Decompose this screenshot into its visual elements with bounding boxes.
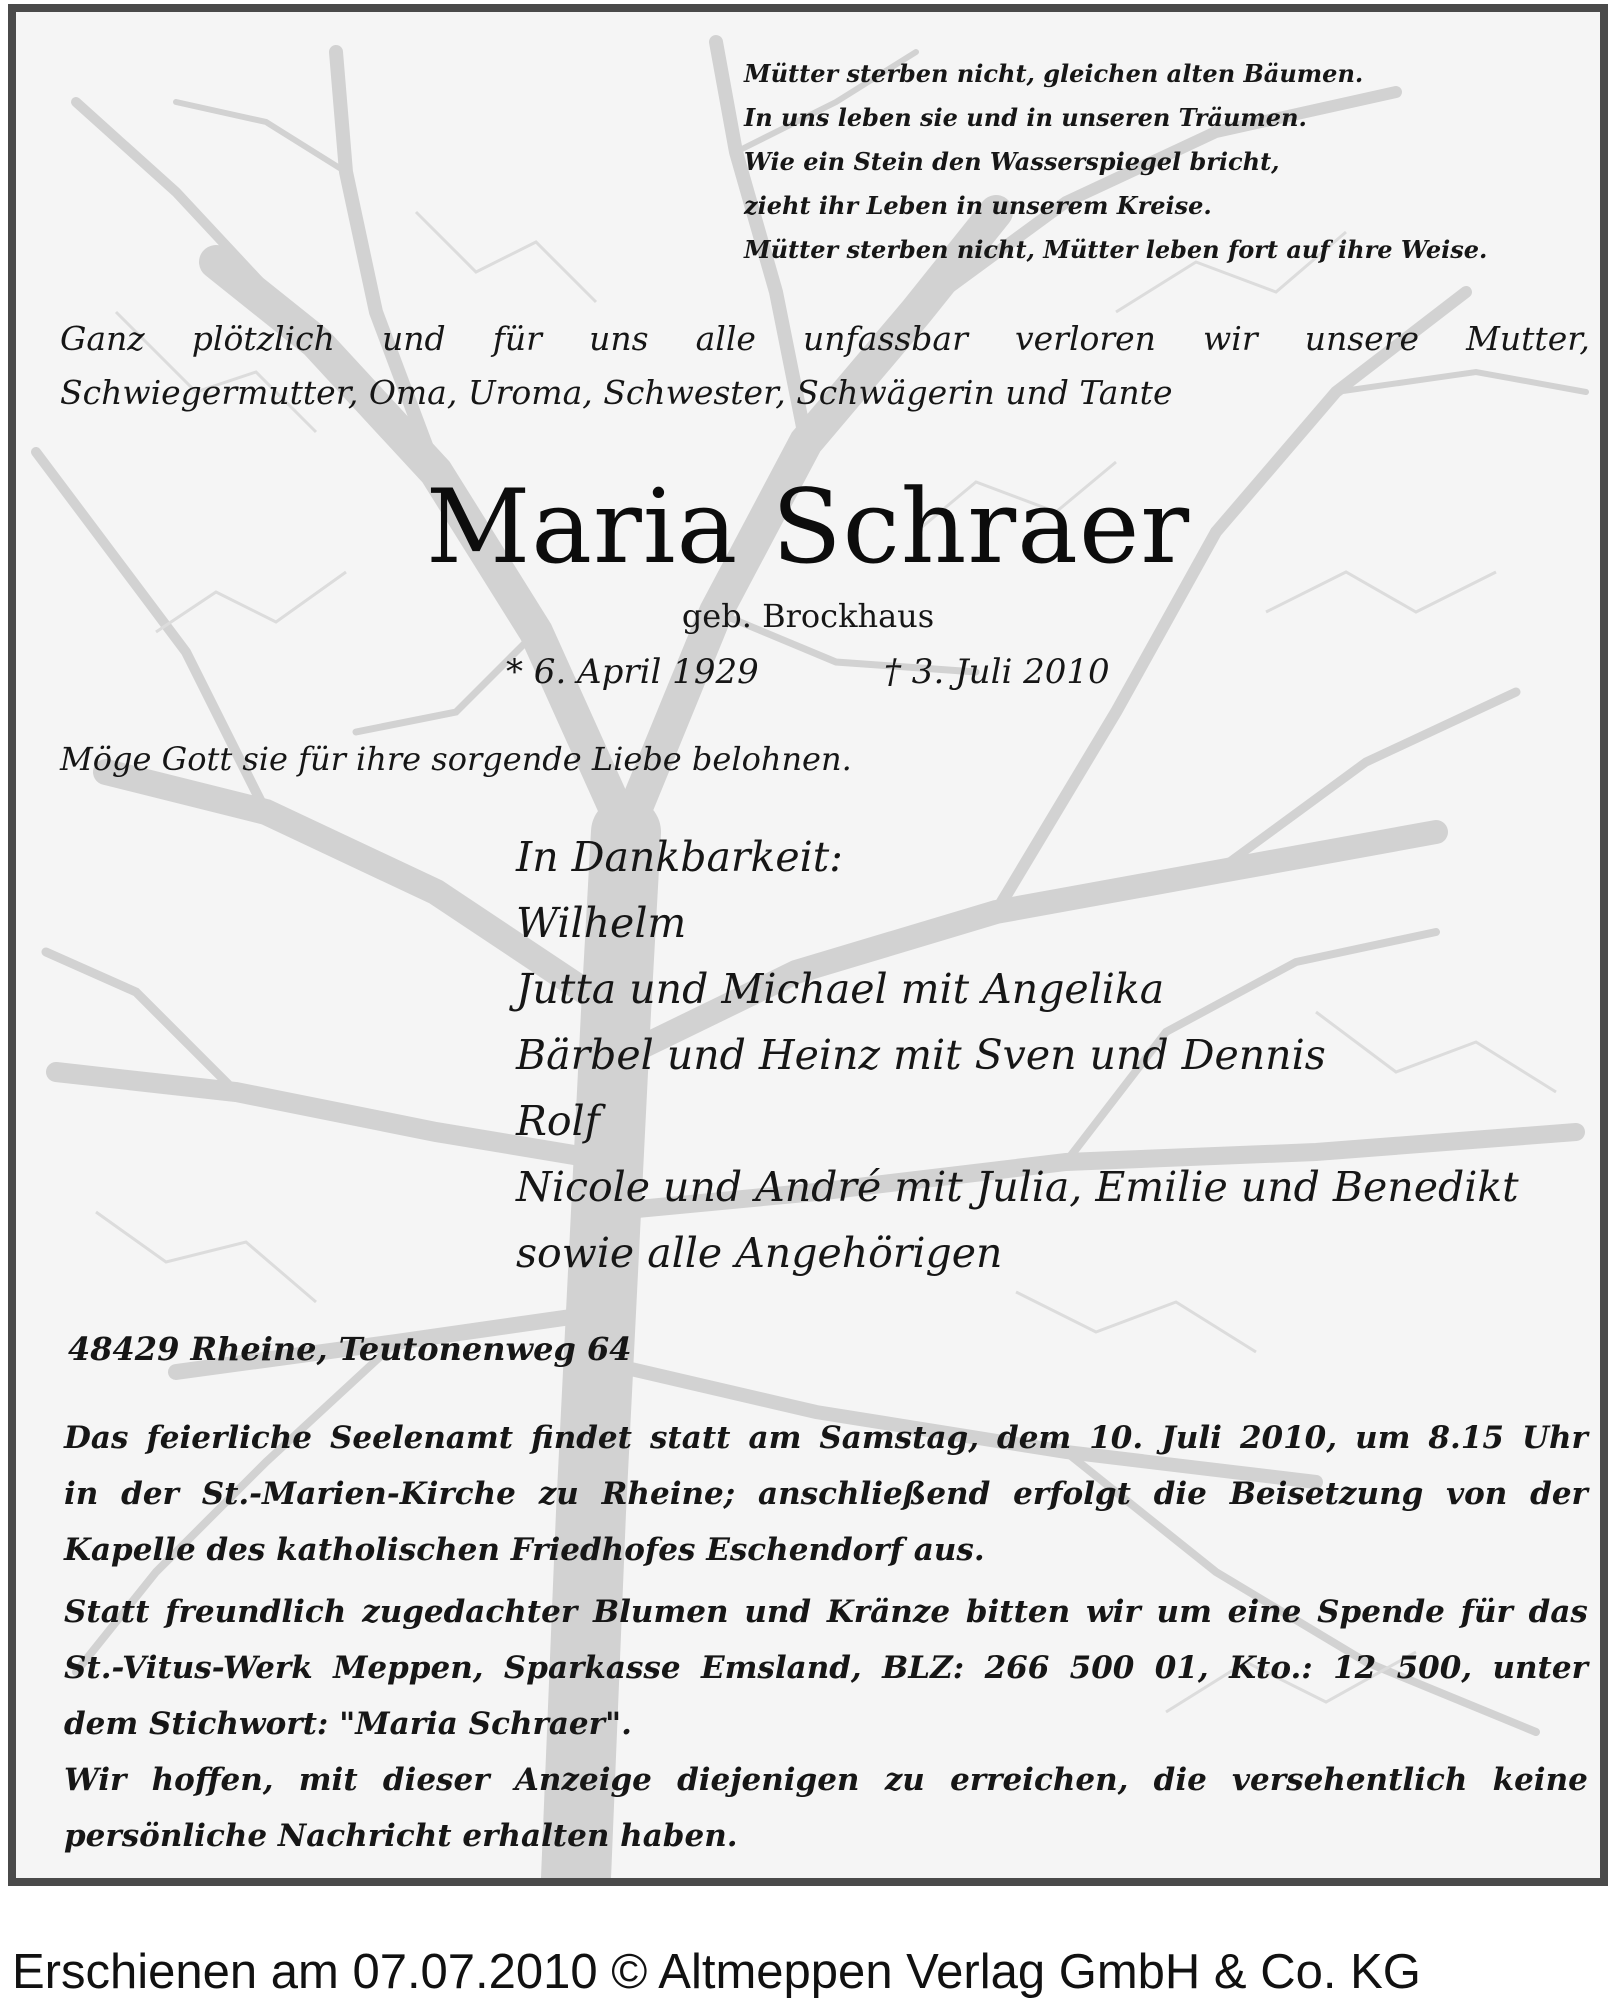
paragraph-word: Kränze (826, 1594, 951, 1630)
blessing-text: Möge Gott sie für ihre sorgende Liebe belohnen. (60, 740, 852, 778)
paragraph-word: am (748, 1420, 802, 1456)
paragraph-word: feierliche (146, 1420, 313, 1456)
intro-text (60, 312, 1590, 420)
paragraph-word: erfolgt (1013, 1476, 1131, 1512)
intro-word: uns (589, 319, 649, 358)
intro-word: plötzlich (191, 319, 335, 358)
paragraph-word: Emsland, (700, 1650, 862, 1686)
paragraph-word: mit (298, 1762, 358, 1798)
paragraph-word: eine (1227, 1594, 1302, 1630)
intro-line-2: Schwiegermutter, Oma, Uroma, Schwester, Schwägerin und Tante (60, 373, 1173, 412)
paragraph-line (64, 1410, 1588, 1466)
paragraph-word: Samstag, (819, 1420, 979, 1456)
mourners-list (516, 824, 1519, 1286)
donation-paragraph (64, 1584, 1588, 1752)
mourner-entry: sowie alle Angehörigen (516, 1229, 1003, 1277)
paragraph-word: der (1530, 1476, 1588, 1512)
intro-word: Mutter, (1466, 319, 1590, 358)
paragraph-word: Rheine; (601, 1476, 736, 1512)
closing-paragraph (64, 1752, 1588, 1864)
paragraph-word: 01, (1154, 1650, 1209, 1686)
paragraph-word: zugedachter (362, 1594, 578, 1630)
paragraph-word: 500, (1396, 1650, 1473, 1686)
poem-line: In uns leben sie und in unseren Träumen. (744, 103, 1307, 132)
mourner-entry: Nicole und André mit Julia, Emilie und Benedikt (516, 1163, 1519, 1211)
paragraph-word: um (1156, 1594, 1212, 1630)
deceased-name: Maria Schraer (425, 468, 1191, 587)
publication-footer: Erschienen am 07.07.2010 © Altmeppen Verlag GmbH & Co. KG (12, 1945, 1421, 1999)
death-date: † 3. Juli 2010 (884, 652, 1110, 692)
paragraph-word: für (1460, 1594, 1513, 1630)
paragraph-word: Sparkasse (503, 1650, 681, 1686)
birth-name: geb. Brockhaus (681, 597, 935, 635)
paragraph-word: findet (531, 1420, 632, 1456)
paragraph-word: das (1528, 1594, 1588, 1630)
poem-line: Wie ein Stein den Wasserspiegel bricht, (744, 147, 1280, 176)
mourner-entry: Rolf (516, 1097, 600, 1145)
intro-word: unfassbar (803, 319, 968, 358)
poem (744, 52, 1584, 272)
mourner-entry: Bärbel und Heinz mit Sven und Dennis (516, 1031, 1326, 1079)
paragraph-word: um (1355, 1420, 1411, 1456)
paragraph-word: unter (1492, 1650, 1588, 1686)
paragraph-word: 8.15 (1428, 1420, 1504, 1456)
paragraph-word: dem (997, 1420, 1072, 1456)
birth-date: * 6. April 1929 (506, 652, 759, 692)
paragraph-word: erreichen, (950, 1762, 1129, 1798)
paragraph-word: Das (64, 1420, 129, 1456)
paragraph-word: Anzeige (514, 1762, 652, 1798)
paragraph-word: 2010, (1239, 1420, 1338, 1456)
paragraph-word: 12 (1333, 1650, 1377, 1686)
family-address: 48429 Rheine, Teutonenweg 64 (68, 1330, 632, 1368)
paragraph-word: versehentlich (1232, 1762, 1468, 1798)
paragraph-word: Meppen, (333, 1650, 484, 1686)
paragraph-word: der (121, 1476, 179, 1512)
poem-line: Mütter sterben nicht, Mütter leben fort auf ihre Weise. (744, 235, 1488, 264)
intro-word: wir (1203, 319, 1258, 358)
paragraph-word: Wir (64, 1762, 127, 1798)
paragraph-word: in (64, 1476, 99, 1512)
paragraph-word: zu (538, 1476, 579, 1512)
paragraph-word: und (744, 1594, 812, 1630)
intro-word: unsere (1304, 319, 1420, 358)
paragraph-line: persönliche Nachricht erhalten haben. (64, 1818, 738, 1854)
paragraph-word: bitten (965, 1594, 1071, 1630)
paragraph-word: zu (884, 1762, 925, 1798)
poem-line: zieht ihr Leben in unserem Kreise. (744, 191, 1212, 220)
paragraph-line (64, 1640, 1588, 1696)
intro-word: alle (695, 319, 756, 358)
intro-line-1 (60, 312, 1590, 366)
obituary-notice (8, 4, 1608, 1886)
paragraph-word: St.-Vitus-Werk (64, 1650, 313, 1686)
intro-word: Ganz (60, 319, 145, 358)
intro-word: für (492, 319, 542, 358)
paragraph-word: 10. (1089, 1420, 1144, 1456)
mourner-entry: Wilhelm (516, 899, 687, 947)
paragraph-word: keine (1492, 1762, 1588, 1798)
paragraph-word: Seelenamt (330, 1420, 514, 1456)
paragraph-word: anschließend (758, 1476, 991, 1512)
paragraph-word: die (1153, 1762, 1207, 1798)
paragraph-word: hoffen, (151, 1762, 274, 1798)
paragraph-word: von (1446, 1476, 1508, 1512)
paragraph-word: Spende (1317, 1594, 1445, 1630)
paragraph-word: 266 (984, 1650, 1050, 1686)
paragraph-word: 500 (1069, 1650, 1135, 1686)
service-paragraph (64, 1410, 1588, 1578)
paragraph-word: dieser (382, 1762, 490, 1798)
paragraph-line: dem Stichwort: "Maria Schraer". (64, 1706, 632, 1742)
paragraph-word: diejenigen (677, 1762, 860, 1798)
paragraph-word: BLZ: (882, 1650, 965, 1686)
mourner-entry: Jutta und Michael mit Angelika (516, 965, 1165, 1013)
paragraph-word: Uhr (1521, 1420, 1588, 1456)
paragraph-line: Kapelle des katholischen Friedhofes Eschendorf aus. (64, 1532, 985, 1568)
paragraph-word: Beisetzung (1229, 1476, 1424, 1512)
intro-word: verloren (1015, 319, 1156, 358)
paragraph-line (64, 1752, 1588, 1808)
paragraph-line (64, 1584, 1588, 1640)
paragraph-word: freundlich (165, 1594, 347, 1630)
paragraph-word: Blumen (592, 1594, 729, 1630)
paragraph-word: die (1153, 1476, 1207, 1512)
paragraph-word: Kto.: (1229, 1650, 1313, 1686)
paragraph-word: wir (1085, 1594, 1141, 1630)
intro-word: und (381, 319, 446, 358)
paragraph-line (64, 1466, 1588, 1522)
paragraph-word: Statt (64, 1594, 150, 1630)
paragraph-word: statt (649, 1420, 731, 1456)
poem-line: Mütter sterben nicht, gleichen alten Bäumen. (744, 59, 1364, 88)
paragraph-word: Juli (1161, 1420, 1222, 1456)
mourners-heading: In Dankbarkeit: (516, 833, 843, 881)
paragraph-word: St.-Marien-Kirche (201, 1476, 516, 1512)
